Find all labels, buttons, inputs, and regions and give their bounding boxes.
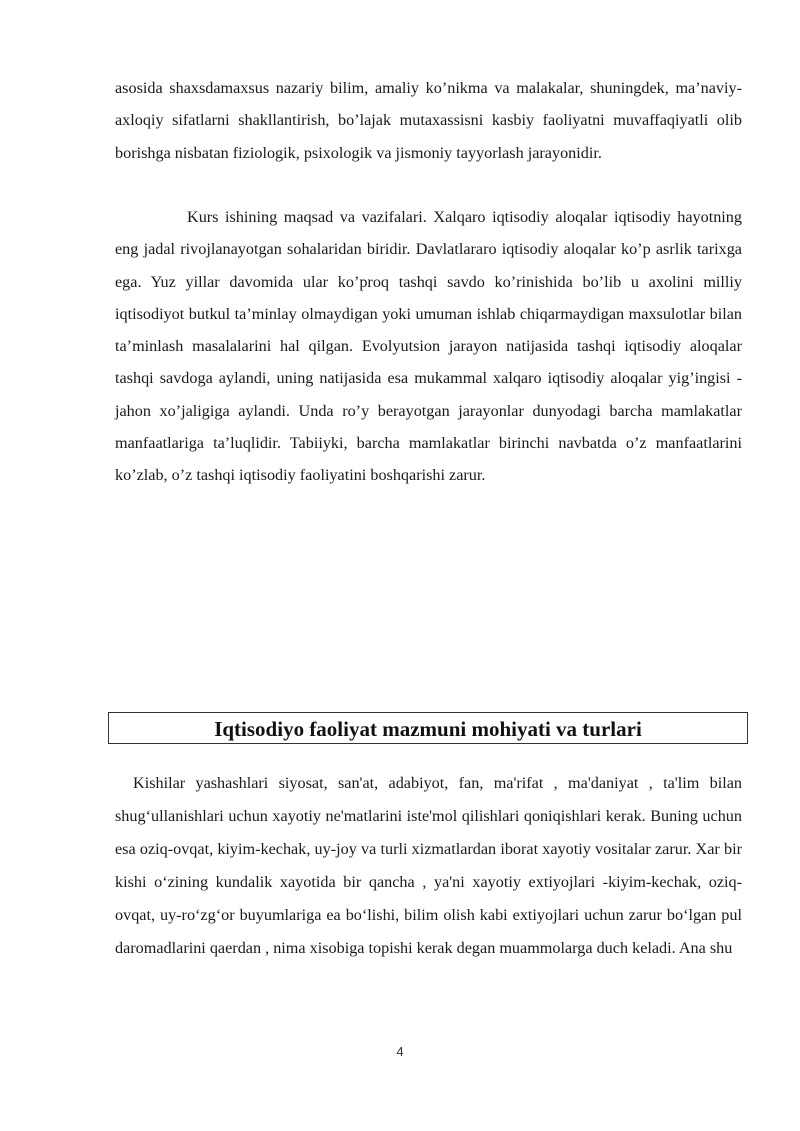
section-heading-box: [108, 712, 748, 744]
section-heading: Iqtisodiyo faoliyat mazmuni mohiyati va turlari: [214, 717, 642, 741]
paragraph-intro-continuation: asosida shaxsdamaxsus nazariy bilim, amaliy ko’nikma va malakalar, shuningdek, ma’naviy-axloqiy sifatlarni shakllantirish, bo’lajak mutaxassisni kasbiy faoliyatni muvaffaqiyatli olib borishga nisbatan fiziologik, psixologik va jismoniy tayyorlash jarayonidir.: [115, 79, 742, 162]
page-number: 4: [396, 1044, 404, 1059]
paragraph-economic-activity: Kishilar yashashlari siyosat, san'at, adabiyot, fan, ma'rifat , ma'daniyat , ta'lim bilan shug‘ullanishlari uchun xayotiy ne'matlarini iste'mol qilishlari qoniqishlari kerak. Buning uchun esa oziq-ovqat, kiyim-kechak, uy-joy va turli xizmatlardan iborat xayotiy vositalar zarur. Xar bir kishi o‘zining kundalik xayotida bir qancha , ya'ni xayotiy extiyojlari -kiyim-kechak, oziq-ovqat, uy-ro‘zg‘or buyumlariga ea bo‘lishi, bilim olish kabi extiyojlari uchun zarur bo‘lgan pul daromadlarini qaerdan , nima xisobiga topishi kerak degan muammolarga duch keladi. Ana shu: [115, 774, 742, 957]
paragraph-course-goals: Kurs ishining maqsad va vazifalari. Xalqaro iqtisodiy aloqalar iqtisodiy hayotning eng jadal rivojlanayotgan sohalaridan biridir. Davlatlararo iqtisodiy aloqalar ko’p asrlik tarixga ega. Yuz yillar davomida ular ko’proq tashqi savdo ko’rinishida bo’lib u axolini milliy iqtisodiyot butkul ta’minlay olmaydigan yoki umuman ishlab chiqarmaydigan maxsulotlar bilan ta’minlash masalalarini hal qilgan. Evolyutsion jarayon natijasida tashqi iqtisodiy aloqalar tashqi savdoga aylandi, uning natijasida esa mukammal xalqaro iqtisodiy aloqalar yig’ingisi - jahon xo’jaligiga aylandi. Unda ro’y berayotgan jarayonlar dunyodagi barcha mamlakatlar manfaatlariga ta’luqlidir. Tabiiyki, barcha mamlakatlar birinchi navbatda o’z manfaatlarini ko’zlab, o’z tashqi iqtisodiy faoliyatini boshqarishi zarur.: [115, 208, 742, 485]
